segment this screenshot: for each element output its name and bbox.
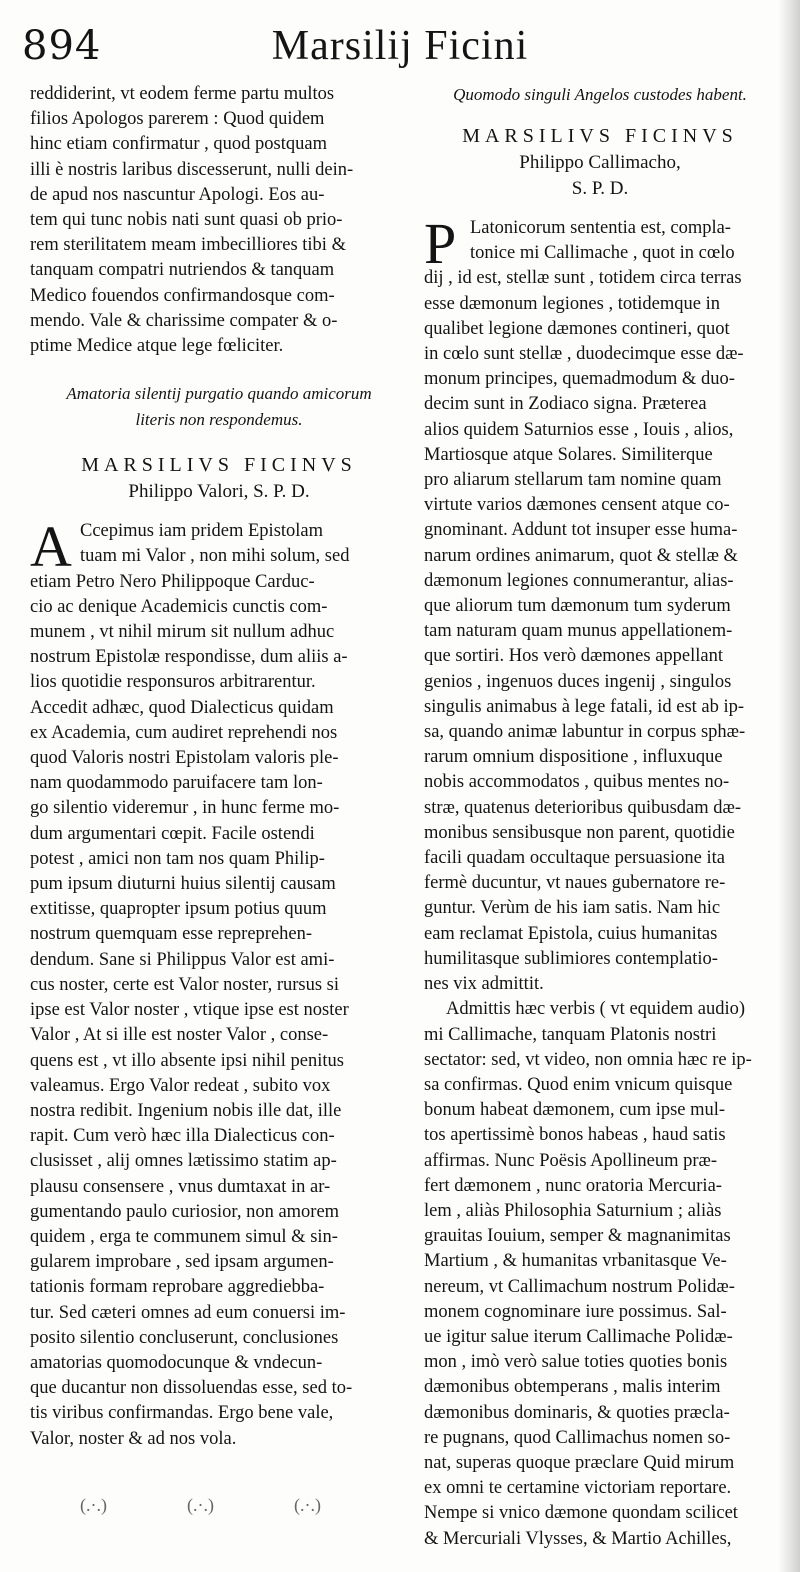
text-line: sa, quando animæ labuntur in corpus sphæ- <box>424 722 746 743</box>
text-line: nat, superas quoque præclare Quid mirum <box>424 1452 735 1473</box>
letter-title-callimacho: Quomodo singuli Angelos custodes habent. <box>453 85 747 104</box>
text-line: singulis animabus à lege fatali, id est ab ip- <box>424 696 745 717</box>
title-line: literis non respondemus. <box>135 410 303 430</box>
text-line: stræ, quatenus deterioribus quibusdam dæ- <box>424 797 742 818</box>
text-line: Martium , & humanitas vrbanitasque Ve- <box>424 1251 727 1272</box>
letter-title-valori <box>30 381 408 433</box>
text-line: dij , id est, stellæ sunt , totidem circa terras <box>424 268 742 289</box>
text-line: monum principes, quemadmodum & duo- <box>424 369 735 390</box>
text-line: affirmas. Nunc Poësis Apollineum præ- <box>424 1150 718 1171</box>
text-line: lem , aliàs Philosophia Saturnium ; aliàs <box>424 1200 722 1221</box>
text-line: in cœlo sunt stellæ , duodecimque esse dæ- <box>424 344 744 365</box>
recipient-heading-line1: Philippo Callimacho, <box>519 152 681 173</box>
text-line: amatorias quomodocunque & vndecun- <box>30 1352 323 1373</box>
drop-cap-initial: A <box>30 514 72 580</box>
text-line: Medico fouendos confirmandosque com- <box>30 285 335 306</box>
text-line: Valor , At si ille est noster Valor , conse- <box>30 1025 329 1046</box>
text-line: ptime Medice atque lege fœliciter. <box>30 336 284 357</box>
text-line: rarum omnium dispositione , influxuque <box>424 747 723 768</box>
text-line: dæmonibus dominaris, & quoties præcla- <box>424 1402 730 1423</box>
text-line: pum ipsum diuturni huius silentij causam <box>30 874 336 895</box>
text-line: eam reclamat Epistola, cuius humanitas <box>424 923 718 944</box>
text-line: cio ac denique Academicis cunctis com- <box>30 596 328 617</box>
text-line: Martiosque atque Solares. Similiterque <box>424 444 713 465</box>
footer-ornament: (.·.) <box>80 1495 107 1515</box>
text-line: decim sunt in Zodiaco signa. Præterea <box>424 394 707 415</box>
letter-body-valori <box>30 514 408 1452</box>
text-line: Valor, noster & ad nos vola. <box>30 1428 237 1449</box>
text-line: mi Callimache, tanquam Platonis nostri <box>424 1024 717 1045</box>
page-number: 894 <box>22 23 102 69</box>
text-line: Nempe si vnico dæmone quondam scilicet <box>424 1503 738 1524</box>
text-line: fermè ducuntur, vt naues gubernatore re- <box>424 873 726 894</box>
text-line: illi è nostris laribus discesserunt, nulli dein- <box>30 159 354 180</box>
text-line: mendo. Vale & charissime compater & o- <box>30 310 338 331</box>
recipient-heading-line2: S. P. D. <box>571 178 629 199</box>
text-line: & Mercuriali Vlysses, & Martio Achilles, <box>424 1528 732 1549</box>
text-line: narum ordines animarum, quot & stellæ & <box>424 545 738 566</box>
text-line: potest , amici non tam nos quam Philip- <box>30 848 325 869</box>
text-line: ipse est Valor noster , vtique ipse est noster <box>30 1000 349 1021</box>
text-line: nostrum quemquam esse repreprehen- <box>30 924 313 945</box>
text-line: rapit. Cum verò hæc illa Dialecticus con- <box>30 1126 335 1147</box>
text-line: que ducantur non dissoluendas esse, sed to- <box>30 1378 353 1399</box>
text-line: gumentando paulo curiosior, non amorem <box>30 1201 340 1222</box>
text-line: dæmonum legiones connumerantur, alias- <box>424 570 734 591</box>
page-gutter-shadow <box>778 0 800 1572</box>
text-line: nostrum Epistolæ respondisse, dum aliis a- <box>30 647 348 668</box>
text-line: fert dæmonem , nunc oratoria Mercuria- <box>424 1175 722 1196</box>
text-line: go silentio videremur , in hunc ferme mo- <box>30 798 340 819</box>
text-line: esse dæmonum legiones , totidemque in <box>424 293 720 314</box>
text-line: tos apertissimè bonos habeas , haud satis <box>424 1125 726 1146</box>
text-line: dendum. Sane si Philippus Valor est ami- <box>30 949 335 970</box>
sender-heading: MARSILIVS FICINVS <box>462 125 738 147</box>
text-line: tur. Sed cæteri omnes ad eum conuersi im- <box>30 1302 346 1323</box>
text-line: qualibet legione dæmones contineri, quot <box>424 318 730 339</box>
text-line: quod Valoris nostri Epistolam valoris ple- <box>30 748 339 769</box>
letter-body-callimacho-part2 <box>424 997 776 1551</box>
text-line: clusisset , alij omnes lætissimo statim ap- <box>30 1151 337 1172</box>
running-title: Marsilij Ficini <box>271 23 529 69</box>
text-line: facili quadam occultaque persuasione ita <box>424 848 726 869</box>
text-line: de apud nos nascuntur Apologi. Eos au- <box>30 184 325 205</box>
drop-cap-initial: P <box>424 211 457 276</box>
text-line: lios quotidie responsuros arbitrarentur. <box>30 672 316 693</box>
letter-body-callimacho <box>424 211 776 997</box>
text-line: nobis accommodatos , quibus mentes no- <box>424 772 730 793</box>
text-line: mon , imò verò salue toties quoties bonis <box>424 1352 728 1373</box>
text-line: que sortiri. Hos verò dæmones appellant <box>424 646 724 667</box>
title-line: Amatoria silentij purgatio quando amicorum <box>66 384 372 404</box>
text-line: nostra redibit. Ingenium nobis ille dat, ille <box>30 1100 342 1121</box>
text-line: monibus sensibusque non parent, quotidie <box>424 822 735 843</box>
text-line: tis viribus confirmandas. Ergo bene vale, <box>30 1403 334 1424</box>
text-line: virtute varios dæmones censent atque co- <box>424 495 730 516</box>
text-line: hinc etiam confirmatur , quod postquam <box>30 134 327 155</box>
text-line: dæmonibus obtemperans , malis interim <box>424 1377 721 1398</box>
text-line: sectator: sed, vt video, non omnia hæc re ip- <box>424 1049 752 1070</box>
text-line: plausu consensere , vnus dumtaxat in ar- <box>30 1176 331 1197</box>
text-line: humilitasque sublimiores contemplatio- <box>424 948 718 969</box>
text-line: munem , vt nihil mirum sit nullum adhuc <box>30 622 335 643</box>
text-line: Accedit adhæc, quod Dialecticus quidam <box>30 697 334 718</box>
footer-ornament: (.·.) <box>186 1495 214 1515</box>
text-line: nam quodammodo paruifacere tam lon- <box>30 773 323 794</box>
text-line: sa confirmas. Quod enim vnicum quisque <box>424 1074 733 1095</box>
text-line: tonice mi Callimache , quot in cœlo <box>470 243 735 264</box>
text-line: tationis formam reprobare aggrediebba- <box>30 1277 325 1298</box>
text-line: valeamus. Ergo Valor redeat , subito vox <box>30 1075 331 1096</box>
text-line: Ccepimus iam pridem Epistolam <box>80 521 324 542</box>
text-line: dum argumentari cœpit. Facile ostendi <box>30 823 315 844</box>
right-column <box>424 82 776 1552</box>
text-line: ex omni te certamine victoriam reportare. <box>424 1478 732 1499</box>
text-line: genios , ingenuos duces ingenij , singulos <box>424 671 732 692</box>
text-line: que aliorum tum dæmonum tum syderum <box>424 596 731 617</box>
sender-heading: MARSILIVS FICINVS <box>81 454 357 477</box>
text-line: reddiderint, vt eodem ferme partu multos <box>30 84 335 104</box>
text-line: rem sterilitatem meam imbecilliores tibi & <box>30 235 346 256</box>
text-line: etiam Petro Nero Philippoque Carduc- <box>30 571 315 592</box>
text-line: ue igitur salue iterum Callimache Polidæ- <box>424 1326 733 1347</box>
text-line: grauitas Iouium, semper & magnanimitas <box>424 1226 731 1247</box>
text-line: alios quidem Saturnios esse , Iouis , alios, <box>424 419 734 440</box>
text-line: gnominant. Addunt tot insuper esse huma- <box>424 520 738 541</box>
text-line: tem qui tunc nobis nati sunt quasi ob prio- <box>30 210 343 231</box>
left-opening-paragraph <box>30 82 408 359</box>
text-line: ex Academia, cum audiret reprehendi nos <box>30 722 338 743</box>
text-line: gularem improbare , sed ipsam argumen- <box>30 1252 334 1273</box>
text-line: tanquam compatri nutriendos & tanquam <box>30 260 335 281</box>
left-column <box>30 82 408 1452</box>
text-line: guntur. Verùm de his iam satis. Nam hic <box>424 898 721 919</box>
text-line: bonum habeat dæmonem, cum ipse mul- <box>424 1100 726 1121</box>
text-line: nereum, vt Callimachum nostrum Polidæ- <box>424 1276 735 1297</box>
text-line: nes vix admittit. <box>424 974 544 995</box>
text-line: tam naturam quam munus appellationem- <box>424 621 733 642</box>
footer-ornaments <box>80 1495 401 1516</box>
text-line: quidem , erga te communem simul & sin- <box>30 1226 338 1247</box>
text-line: Latonicorum sententia est, compla- <box>470 218 731 238</box>
text-line: quens est , vt illo absente ipsi nihil penitus <box>30 1050 344 1071</box>
text-line: re pugnans, quod Callimachus nomen so- <box>424 1427 731 1448</box>
footer-ornament: (.·.) <box>293 1495 321 1515</box>
text-line: posito silentio concluserunt, conclusiones <box>30 1327 339 1348</box>
text-line: pro aliarum stellarum tam nomine quam <box>424 470 722 491</box>
recipient-heading: Philippo Valori, S. P. D. <box>128 481 310 503</box>
text-line: cus noster, certe est Valor noster, rursus si <box>30 974 340 995</box>
text-line: tuam mi Valor , non mihi solum, sed <box>80 546 350 567</box>
text-line: Admittis hæc verbis ( vt equidem audio) <box>446 999 746 1020</box>
text-line: filios Apologos parerem : Quod quidem <box>30 109 325 130</box>
text-line: monem cognominare iure possimus. Sal- <box>424 1301 727 1322</box>
text-line: extitisse, quapropter ipsum potius quum <box>30 899 327 920</box>
